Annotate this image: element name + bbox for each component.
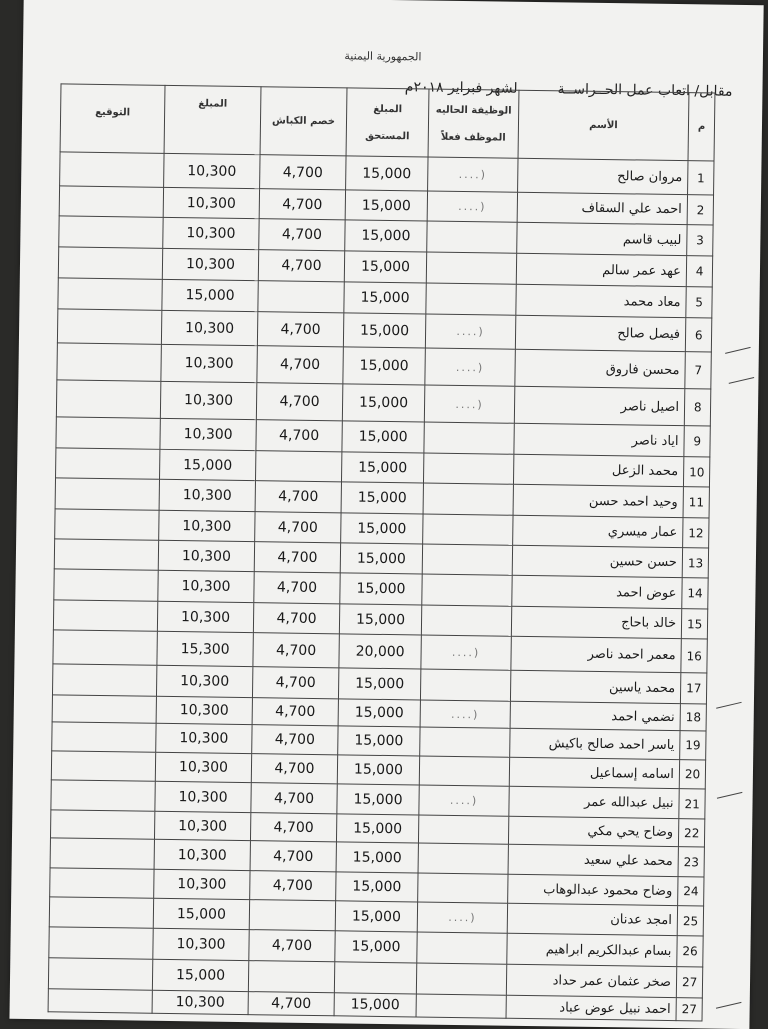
signature-cell xyxy=(50,810,154,839)
net-amount: 10,300 xyxy=(154,811,250,840)
employee-name: اصيل ناصر xyxy=(514,386,685,425)
deduction-amount: 4,700 xyxy=(251,754,337,784)
amount-due: 15,000 xyxy=(335,901,417,932)
header-job-line1: الوظيفة الحاليه xyxy=(435,104,512,117)
current-job-mark: (.... xyxy=(427,191,517,222)
current-job-mark xyxy=(427,221,517,253)
amount-due: 15,000 xyxy=(340,573,422,605)
employee-name: محمد الزعل xyxy=(513,454,683,486)
amount-due: 20,000 xyxy=(339,634,421,669)
row-number: 11 xyxy=(683,487,710,518)
current-job-mark xyxy=(420,669,510,701)
net-amount: 10,300 xyxy=(163,217,259,249)
row-number: 23 xyxy=(678,847,705,877)
row-number: 2 xyxy=(687,195,714,225)
signature-cell xyxy=(59,216,163,248)
signature-cell xyxy=(55,478,159,510)
row-number: 9 xyxy=(684,426,711,457)
header-name: الأسم xyxy=(518,90,689,160)
header-job xyxy=(428,89,519,158)
signature-cell xyxy=(48,989,152,1013)
deduction-amount: 4,700 xyxy=(249,930,335,962)
deduction-amount: 4,700 xyxy=(255,512,341,543)
net-amount: 10,300 xyxy=(154,839,250,870)
signature-cell xyxy=(48,958,152,990)
employee-name: مروان صالح xyxy=(518,158,688,194)
signature-cell xyxy=(52,695,156,723)
net-amount: 10,300 xyxy=(159,510,255,541)
current-job-mark: (.... xyxy=(421,635,511,670)
current-job-mark xyxy=(424,422,514,454)
employee-name: اسامه إسماعيل xyxy=(509,757,679,788)
current-job-mark xyxy=(418,843,508,874)
deduction-amount xyxy=(258,281,344,313)
row-number: 18 xyxy=(680,704,707,731)
employee-name: معمر احمد ناصر xyxy=(511,636,681,672)
employee-name: صخر عثمان عمر حداد xyxy=(506,964,676,997)
signature-cell xyxy=(55,509,159,540)
header-deduction: خصم الكباش xyxy=(260,87,347,156)
deduction-amount: 4,700 xyxy=(260,155,346,190)
amount-due: 15,000 xyxy=(337,755,419,785)
deduction-amount: 4,700 xyxy=(254,542,340,573)
row-number: 22 xyxy=(678,819,705,847)
net-amount: 10,300 xyxy=(162,248,258,280)
net-amount: 15,000 xyxy=(162,279,258,311)
header-row xyxy=(60,84,715,161)
net-amount: 10,300 xyxy=(152,990,248,1014)
amount-due: 15,000 xyxy=(345,190,427,221)
deduction-amount: 4,700 xyxy=(250,871,336,901)
signature-cell xyxy=(53,600,157,631)
row-number: 20 xyxy=(679,760,706,789)
signature-cell xyxy=(51,780,155,811)
row-number: 1 xyxy=(688,161,715,195)
header-no: م xyxy=(688,93,715,161)
amount-due: 15,000 xyxy=(338,699,420,727)
row-number: 15 xyxy=(681,609,708,639)
deduction-amount: 4,700 xyxy=(251,783,337,814)
payroll-table xyxy=(48,83,716,1021)
signature-cell xyxy=(50,868,154,898)
deduction-amount: 4,700 xyxy=(248,992,334,1016)
header-due xyxy=(346,88,429,157)
net-amount: 10,300 xyxy=(155,752,251,782)
signature-cell xyxy=(56,417,160,449)
pen-tick-mark xyxy=(725,347,751,354)
pen-tick-mark xyxy=(729,377,755,384)
signature-cell xyxy=(57,343,162,381)
pen-tick-mark xyxy=(717,792,743,799)
amount-due: 15,000 xyxy=(341,452,423,483)
net-amount: 10,300 xyxy=(163,187,259,218)
signature-marks xyxy=(24,0,764,5)
deduction-amount: 4,700 xyxy=(259,219,345,251)
row-number: 25 xyxy=(677,906,704,936)
current-job-mark: (.... xyxy=(428,157,518,192)
net-amount: 10,300 xyxy=(158,570,254,602)
net-amount: 10,300 xyxy=(156,696,252,724)
employee-name: عوض احمد xyxy=(512,575,682,608)
signature-cell xyxy=(52,722,156,752)
row-number: 5 xyxy=(686,287,713,318)
net-amount: 10,300 xyxy=(159,479,255,511)
amount-due: 15,000 xyxy=(341,513,423,544)
signature-cell xyxy=(50,838,154,869)
document-page xyxy=(9,0,763,1029)
amount-due: 15,000 xyxy=(341,482,423,514)
employee-name: خالد باحاج xyxy=(511,606,681,638)
net-amount: 10,300 xyxy=(156,723,252,753)
net-amount: 15,000 xyxy=(153,898,249,929)
deduction-amount: 4,700 xyxy=(252,698,338,726)
amount-due: 15,000 xyxy=(342,421,424,453)
signature-cell xyxy=(49,927,153,959)
row-number: 16 xyxy=(681,639,708,673)
deduction-amount: 4,700 xyxy=(252,667,338,699)
signature-cell xyxy=(53,630,157,665)
deduction-amount xyxy=(249,900,335,931)
deduction-amount: 4,700 xyxy=(253,603,339,634)
net-amount: 15,000 xyxy=(152,959,248,991)
signature-cell xyxy=(59,186,163,217)
deduction-amount: 4,700 xyxy=(259,189,345,220)
employee-name: فيصل صالح xyxy=(515,315,685,351)
deduction-amount: 4,700 xyxy=(258,250,344,282)
net-amount: 10,300 xyxy=(160,418,256,450)
net-amount: 10,300 xyxy=(156,665,252,697)
row-number: 6 xyxy=(685,318,712,352)
amount-due: 15,000 xyxy=(339,604,421,635)
amount-due: 15,000 xyxy=(335,931,417,963)
row-number: 27 xyxy=(676,998,703,1021)
signature-cell xyxy=(58,247,162,279)
current-job-mark: (.... xyxy=(425,348,516,386)
signature-cell xyxy=(56,380,161,418)
current-job-mark: (.... xyxy=(419,785,509,816)
row-number: 17 xyxy=(680,673,707,704)
employee-name: عمار ميسري xyxy=(513,515,683,547)
header-due-line1: المبلغ xyxy=(373,103,403,115)
header-net: المبلغ xyxy=(164,85,261,154)
net-amount: 10,300 xyxy=(154,869,250,899)
employee-name: احمد علي السقاف xyxy=(517,192,687,224)
employee-name: بسام عبدالكريم ابراهيم xyxy=(507,933,677,966)
amount-due: 15,000 xyxy=(344,251,426,283)
amount-due: 15,000 xyxy=(344,282,426,314)
net-amount: 10,300 xyxy=(160,381,257,419)
signature-cell xyxy=(51,751,155,781)
period-text: لشهر فبراير ٢٠١٨م xyxy=(404,79,518,97)
deduction-amount: 4,700 xyxy=(250,841,336,872)
current-job-mark xyxy=(426,252,516,284)
deduction-amount: 4,700 xyxy=(254,572,340,604)
current-job-mark xyxy=(423,483,513,515)
header-signature: التوقيع xyxy=(60,84,165,153)
current-job-mark: (.... xyxy=(425,314,515,349)
employee-name: ياسر احمد صالح باكيش xyxy=(510,728,680,759)
amount-due: 15,000 xyxy=(343,313,425,348)
deduction-amount: 4,700 xyxy=(257,346,344,384)
row-number: 24 xyxy=(678,877,705,906)
employee-name: معاد محمد xyxy=(516,284,686,317)
deduction-amount: 4,700 xyxy=(250,813,336,842)
amount-due: 15,000 xyxy=(343,347,426,385)
employee-name: محسن فاروق xyxy=(515,349,686,388)
title-text: مقابل/ اتعاب عمل الحــراســة xyxy=(557,81,733,100)
net-amount: 10,300 xyxy=(155,781,251,812)
row-number: 3 xyxy=(687,225,714,256)
employee-name: وحيد احمد حسن xyxy=(513,484,683,517)
net-amount: 10,300 xyxy=(161,310,257,345)
row-number: 8 xyxy=(684,389,711,426)
amount-due xyxy=(334,962,416,994)
signature-cell xyxy=(54,569,158,601)
net-amount: 15,300 xyxy=(157,631,253,666)
deduction-amount xyxy=(248,961,334,993)
employee-name: حسن حسين xyxy=(512,545,682,577)
signature-cell xyxy=(60,152,164,187)
employee-name: نضمي احمد xyxy=(510,701,680,730)
deduction-amount: 4,700 xyxy=(256,383,343,421)
net-amount: 10,300 xyxy=(153,928,249,960)
deduction-amount xyxy=(255,451,341,482)
current-job-mark xyxy=(422,574,512,606)
amount-due: 15,000 xyxy=(346,156,428,191)
net-amount: 10,300 xyxy=(158,540,254,571)
signature-cell xyxy=(56,448,160,479)
amount-due: 15,000 xyxy=(338,726,420,756)
employee-name: وضاح يحي مكي xyxy=(508,816,678,846)
signature-cell xyxy=(54,539,158,570)
employee-name: عهد عمر سالم xyxy=(516,253,686,286)
net-amount: 15,000 xyxy=(160,449,256,480)
signature-cell xyxy=(57,309,161,344)
deduction-amount: 4,700 xyxy=(253,633,339,668)
employee-name: لبيب قاسم xyxy=(517,222,687,255)
net-amount: 10,300 xyxy=(161,344,258,382)
current-job-mark xyxy=(418,815,508,844)
employee-name: امجد عدنان xyxy=(507,903,677,935)
current-job-mark: (.... xyxy=(417,902,507,933)
table-body xyxy=(48,152,714,1021)
current-job-mark: (.... xyxy=(420,700,510,728)
row-number: 14 xyxy=(682,578,709,609)
amount-due: 15,000 xyxy=(334,993,416,1017)
amount-due: 15,000 xyxy=(336,814,418,843)
current-job-mark xyxy=(416,963,506,995)
deduction-amount: 4,700 xyxy=(255,481,341,513)
employee-name: اياد ناصر xyxy=(514,423,684,456)
current-job-mark xyxy=(417,932,507,964)
employee-name: محمد علي سعيد xyxy=(508,844,678,876)
row-number: 27 xyxy=(676,967,703,998)
header-job-line2: الموظف فعلاً xyxy=(440,131,506,144)
employee-name: وضاح محمود عبدالوهاب xyxy=(508,874,678,905)
deduction-amount: 4,700 xyxy=(256,420,342,452)
signature-cell xyxy=(52,664,156,696)
current-job-mark: (.... xyxy=(424,385,515,423)
current-job-mark xyxy=(423,514,513,545)
amount-due: 15,000 xyxy=(336,842,418,873)
pen-tick-mark xyxy=(716,702,742,709)
row-number: 19 xyxy=(680,731,707,760)
amount-due: 15,000 xyxy=(338,668,420,700)
current-job-mark xyxy=(421,605,511,636)
signature-cell xyxy=(58,278,162,310)
employee-name: محمد ياسين xyxy=(510,670,680,703)
row-number: 4 xyxy=(686,256,713,287)
amount-due: 15,000 xyxy=(336,872,418,902)
employee-name: نبيل عبدالله عمر xyxy=(509,786,679,818)
pen-tick-mark xyxy=(716,1002,742,1009)
signature-cell xyxy=(49,897,153,928)
net-amount: 10,300 xyxy=(157,601,253,632)
header-due-line2: المستحق xyxy=(365,130,410,142)
amount-due: 15,000 xyxy=(337,784,419,815)
amount-due: 15,000 xyxy=(342,384,425,422)
deduction-amount: 4,700 xyxy=(252,725,338,755)
amount-due: 15,000 xyxy=(345,220,427,252)
row-number: 26 xyxy=(677,936,704,967)
republic-header: الجمهورية اليمنية xyxy=(344,49,422,64)
amount-due: 15,000 xyxy=(340,543,422,574)
current-job-mark xyxy=(418,873,508,903)
current-job-mark xyxy=(419,756,509,786)
employee-name: احمد نبيل عوض عباد xyxy=(506,995,676,1020)
row-number: 7 xyxy=(685,352,712,389)
row-number: 12 xyxy=(683,518,710,548)
row-number: 13 xyxy=(682,548,709,578)
current-job-mark xyxy=(423,453,513,484)
row-number: 10 xyxy=(683,457,710,487)
current-job-mark xyxy=(426,283,516,315)
deduction-amount: 4,700 xyxy=(257,312,343,347)
current-job-mark xyxy=(422,544,512,575)
row-number: 21 xyxy=(679,789,706,819)
net-amount: 10,300 xyxy=(164,153,260,188)
current-job-mark xyxy=(420,727,510,757)
current-job-mark xyxy=(416,994,506,1018)
